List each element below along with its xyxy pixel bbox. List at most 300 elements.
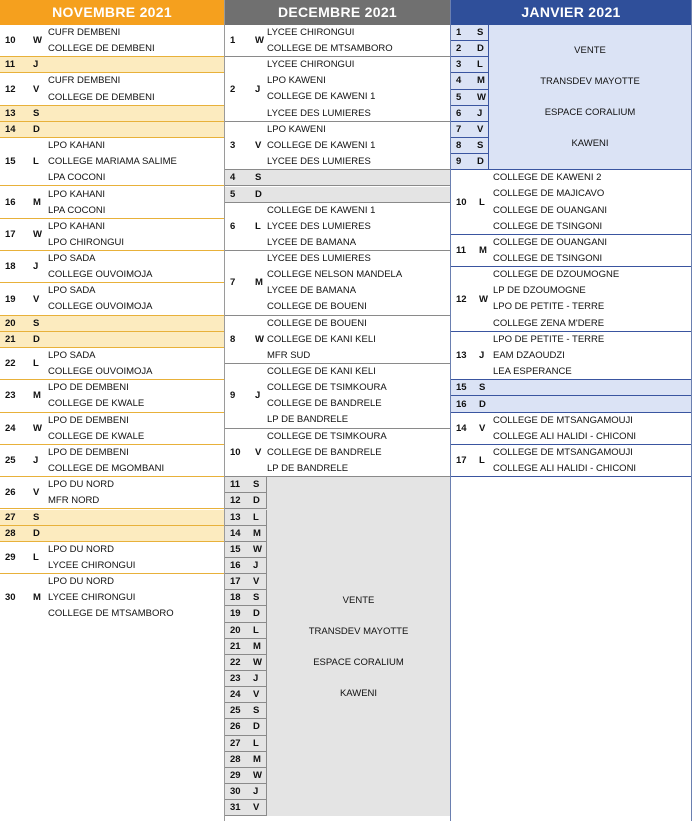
weekday-letter: J (33, 261, 39, 273)
school-name: LYCEE CHIRONGUI (267, 27, 355, 38)
day-number: 11 (456, 245, 467, 257)
closed-day-row (225, 703, 267, 719)
weekday-letter: L (253, 624, 259, 636)
school-name: LPO CHIRONGUI (48, 236, 125, 248)
school-list (48, 445, 164, 476)
weekend-row (0, 510, 224, 526)
school-name: LP DE BANDRELE (267, 462, 349, 474)
weekday-letter: S (33, 317, 40, 329)
school-name: CUFR DEMBENI (48, 27, 121, 38)
day-number: 2 (456, 43, 462, 55)
school-list (267, 429, 387, 476)
day-number: 30 (5, 592, 16, 604)
school-list (48, 380, 144, 411)
weekday-letter: M (33, 592, 41, 604)
weekday-letter: L (479, 196, 485, 208)
school-list (48, 477, 114, 508)
day-number: 1 (456, 27, 462, 38)
day-number: 6 (456, 107, 462, 119)
school-name: COLLEGE DE BANDRELE (267, 398, 382, 410)
weekday-letter: D (33, 527, 40, 539)
school-name: COLLEGE MARIAMA SALIME (48, 156, 177, 168)
school-name: COLLEGE ALI HALIDI - CHICONI (493, 430, 637, 442)
note-line: VENTE (342, 594, 375, 606)
school-list (48, 25, 155, 56)
school-list (48, 73, 155, 104)
weekday-letter: J (253, 559, 259, 571)
closed-day-row (225, 736, 267, 752)
school-list (48, 251, 153, 282)
weekday-letter: W (33, 422, 42, 434)
school-name: LPO DE PETITE - TERRE (493, 333, 605, 345)
school-list (493, 413, 636, 444)
day-number: 7 (456, 123, 462, 135)
day-number: 29 (5, 551, 16, 563)
day-number: 23 (5, 390, 16, 402)
school-name: COLLEGE DE KAWENI 1 (267, 204, 376, 216)
weekday-letter: D (33, 123, 40, 135)
weekday-letter: S (253, 592, 260, 604)
day-row (0, 25, 224, 57)
weekday-letter: J (477, 107, 483, 119)
school-name: LPO DE DEMBENI (48, 414, 129, 426)
weekday-letter: V (255, 140, 262, 152)
school-name: LYCEE CHIRONGUI (48, 592, 136, 604)
note-line: KAWENI (571, 138, 609, 149)
day-row (225, 122, 450, 170)
divider-jan-right (691, 0, 692, 821)
school-name: COLLEGE DE KWALE (48, 430, 145, 442)
day-row (0, 138, 224, 186)
weekend-row (225, 170, 450, 186)
day-number: 9 (230, 390, 236, 402)
january-header: JANVIER 2021 (451, 0, 691, 25)
day-number: 7 (230, 277, 236, 289)
closed-day-row (225, 671, 267, 687)
day-number: 9 (456, 156, 462, 168)
day-row (0, 413, 224, 445)
day-row (225, 57, 450, 122)
school-list (48, 348, 153, 379)
day-number: 17 (230, 576, 241, 588)
divider-dec-jan (450, 0, 451, 821)
weekday-letter: M (253, 753, 261, 765)
day-number: 4 (456, 75, 462, 87)
weekday-letter: D (253, 608, 260, 620)
weekday-letter: D (253, 721, 260, 733)
day-row (0, 542, 224, 574)
day-number: 18 (5, 261, 16, 273)
school-name: COLLEGE ALI HALIDI - CHICONI (493, 462, 637, 474)
school-list (48, 187, 105, 218)
closed-day-row (225, 526, 267, 542)
school-name: LPO DU NORD (48, 479, 114, 491)
day-number: 8 (230, 333, 236, 345)
closed-day-row (451, 138, 489, 154)
weekday-letter: D (477, 156, 484, 168)
weekday-letter: W (33, 228, 42, 240)
day-number: 15 (5, 156, 16, 168)
closed-day-row (225, 655, 267, 671)
school-name: COLLEGE DE MAJICAVO (493, 188, 605, 200)
day-row (0, 187, 224, 219)
weekday-letter: M (255, 277, 263, 289)
school-list (267, 364, 387, 428)
day-number: 31 (230, 802, 241, 814)
school-name: COLLEGE OUVOIMOJA (48, 301, 153, 313)
weekday-letter: S (255, 172, 262, 184)
closed-day-row (451, 106, 489, 122)
weekday-letter: J (33, 455, 39, 467)
school-name: LYCEE DES LUMIERES (267, 220, 371, 232)
day-number: 24 (5, 422, 16, 434)
day-number: 24 (230, 689, 241, 701)
school-list (48, 283, 153, 314)
weekday-letter: W (255, 333, 264, 345)
day-number: 28 (230, 753, 241, 765)
day-number: 4 (230, 172, 236, 184)
school-list (48, 413, 144, 444)
day-number: 19 (230, 608, 241, 620)
weekday-letter: S (477, 27, 484, 38)
day-number: 16 (5, 196, 16, 208)
closed-day-row (225, 800, 267, 816)
day-row (225, 203, 450, 251)
weekday-letter: M (477, 75, 485, 87)
day-number: 13 (230, 511, 241, 523)
day-number: 11 (5, 59, 16, 71)
school-name: COLLEGE OUVOIMOJA (48, 366, 153, 378)
weekday-letter: V (255, 446, 262, 458)
closed-day-row (451, 73, 489, 89)
day-row (225, 25, 450, 57)
closed-day-row (225, 639, 267, 655)
note-line: ESPACE CORALIUM (544, 107, 636, 118)
weekday-letter: L (33, 551, 39, 563)
weekday-letter: W (253, 769, 262, 781)
day-number: 2 (230, 83, 236, 95)
note-line: ESPACE CORALIUM (313, 656, 404, 668)
school-list (48, 138, 177, 185)
weekday-letter: V (253, 576, 260, 588)
divider-nov-dec (224, 0, 225, 821)
school-name: LPO KAWENI (267, 123, 326, 135)
weekday-letter: W (479, 293, 488, 305)
school-name: COLLEGE DE DEMBENI (48, 43, 155, 55)
weekday-letter: J (255, 83, 261, 95)
day-number: 10 (230, 446, 241, 458)
weekday-letter: W (477, 91, 486, 103)
closed-day-row (451, 122, 489, 138)
weekday-letter: L (33, 156, 39, 168)
school-list (48, 219, 124, 250)
school-name: COLLEGE DE KWALE (48, 398, 145, 410)
weekend-row (0, 526, 224, 542)
day-row (451, 170, 691, 235)
school-name: LYCEE DES LUMIERES (267, 107, 371, 119)
day-number: 27 (5, 511, 16, 523)
weekday-letter: V (253, 689, 260, 701)
day-number: 8 (456, 140, 462, 152)
weekend-row (451, 380, 691, 396)
day-number: 21 (5, 333, 16, 345)
school-name: COLLEGE DE DZOUMOGNE (493, 269, 620, 281)
school-list (493, 170, 607, 234)
day-row (451, 445, 691, 477)
note-line: TRANSDEV MAYOTTE (308, 625, 409, 637)
november-header: NOVEMBRE 2021 (0, 0, 224, 25)
day-row (451, 235, 691, 267)
weekday-letter: S (477, 140, 484, 152)
weekday-letter: M (253, 527, 261, 539)
weekday-letter: S (33, 511, 40, 523)
day-number: 20 (5, 317, 16, 329)
school-name: COLLEGE DE KAWENI 2 (493, 172, 602, 184)
weekday-letter: M (253, 640, 261, 652)
day-number: 5 (230, 188, 236, 200)
closed-day-row (225, 623, 267, 639)
day-number: 21 (230, 640, 241, 652)
school-name: LYCEE DE BAMANA (267, 285, 357, 297)
weekday-letter: S (253, 479, 260, 491)
day-number: 10 (5, 35, 16, 47)
day-number: 12 (456, 293, 467, 305)
school-name: COLLEGE DE KANI KELI (267, 366, 376, 378)
school-name: LPO KAHANI (48, 140, 106, 152)
school-name: COLLEGE DE KANI KELI (267, 333, 376, 345)
weekday-letter: L (255, 220, 261, 232)
day-row (0, 219, 224, 251)
school-list (267, 203, 375, 250)
note-line: VENTE (574, 45, 606, 56)
day-row (0, 73, 224, 105)
school-name: LP DE BANDRELE (267, 414, 349, 426)
school-name: LPO SADA (48, 285, 96, 297)
day-number: 26 (5, 487, 16, 499)
weekday-letter: V (33, 83, 40, 95)
weekday-letter: J (253, 786, 259, 798)
school-name: LYCEE DE BAMANA (267, 236, 357, 248)
day-number: 12 (5, 83, 16, 95)
day-number: 28 (5, 527, 16, 539)
school-name: LPO KAHANI (48, 188, 106, 200)
school-name: COLLEGE DE MTSAMBORO (48, 608, 174, 620)
school-name: LPO DE DEMBENI (48, 446, 129, 458)
day-row (0, 574, 224, 622)
weekday-letter: D (255, 188, 262, 200)
weekday-letter: W (253, 543, 262, 555)
weekend-row (0, 57, 224, 73)
closed-day-row (225, 719, 267, 735)
day-number: 1 (230, 35, 236, 47)
day-number: 18 (230, 592, 241, 604)
note-line: TRANSDEV MAYOTTE (540, 76, 640, 87)
school-name: COLLEGE DE KAWENI 1 (267, 91, 376, 103)
school-name: COLLEGE DE OUANGANI (493, 236, 608, 248)
day-number: 27 (230, 737, 241, 749)
weekday-letter: J (253, 673, 259, 684)
day-number: 19 (5, 293, 16, 305)
day-row (451, 332, 691, 380)
day-row (0, 477, 224, 509)
school-list (267, 122, 375, 169)
closed-day-row (225, 768, 267, 784)
school-list (493, 267, 619, 331)
school-list (267, 57, 375, 121)
january-column (451, 0, 691, 474)
weekend-row (0, 122, 224, 138)
day-row (225, 364, 450, 429)
school-name: EAM DZAOUDZI (493, 349, 565, 361)
weekday-letter: D (479, 398, 486, 410)
weekend-row (0, 106, 224, 122)
day-number: 5 (456, 91, 462, 103)
day-number: 13 (5, 107, 16, 119)
closed-day-row (225, 477, 267, 493)
day-row (0, 251, 224, 283)
school-name: COLLEGE DE TSINGONI (493, 220, 603, 232)
school-name: LPO KAWENI (267, 75, 326, 87)
day-number: 25 (230, 705, 241, 717)
closed-day-row (451, 25, 489, 41)
day-number: 10 (456, 196, 467, 208)
day-number: 12 (230, 495, 241, 507)
day-number: 11 (230, 479, 241, 491)
school-name: COLLEGE DE BANDRELE (267, 446, 382, 458)
school-name: LPA COCONI (48, 172, 106, 184)
day-number: 13 (456, 350, 467, 362)
weekday-letter: J (479, 350, 485, 362)
day-row (0, 283, 224, 315)
school-name: COLLEGE DE OUANGANI (493, 204, 608, 216)
day-number: 26 (230, 721, 241, 733)
school-name: LYCEE CHIRONGUI (48, 559, 136, 571)
weekday-letter: M (33, 390, 41, 402)
day-number: 17 (5, 228, 16, 240)
december-header: DECEMBRE 2021 (225, 0, 450, 25)
school-name: LPO DE DEMBENI (48, 382, 129, 394)
weekday-letter: D (33, 333, 40, 345)
weekday-letter: S (479, 382, 486, 394)
weekday-letter: V (479, 422, 486, 434)
closed-day-row (225, 687, 267, 703)
november-column (0, 0, 224, 620)
weekday-letter: W (33, 35, 42, 47)
day-row (451, 413, 691, 445)
school-name: COLLEGE NELSON MANDELA (267, 269, 403, 281)
day-number: 22 (5, 358, 16, 370)
weekday-letter: S (33, 107, 40, 119)
day-number: 3 (456, 59, 462, 71)
closed-period-notes (267, 585, 450, 709)
day-row (0, 380, 224, 412)
school-list (267, 316, 376, 363)
school-name: COLLEGE DE BOUENI (267, 301, 367, 313)
school-name: LEA ESPERANCE (493, 366, 572, 378)
day-row (0, 445, 224, 477)
school-name: COLLEGE ZENA M'DERE (493, 317, 605, 329)
school-name: COLLEGE DE MTSAMBORO (267, 43, 393, 55)
school-list (493, 235, 607, 266)
school-name: LPO SADA (48, 350, 96, 361)
school-name: COLLEGE DE MTSANGAMOUJI (493, 414, 633, 426)
school-name: LP DE DZOUMOGNE (493, 285, 586, 297)
day-number: 14 (230, 527, 241, 539)
school-name: LPO DU NORD (48, 543, 114, 555)
day-number: 20 (230, 624, 241, 636)
weekday-letter: L (253, 737, 259, 749)
closed-day-row (451, 154, 489, 170)
closed-day-row (225, 574, 267, 590)
weekend-row (225, 187, 450, 203)
closed-day-row (225, 542, 267, 558)
school-name: COLLEGE DE MGOMBANI (48, 462, 165, 474)
closed-day-row (225, 590, 267, 606)
weekend-row (0, 316, 224, 332)
school-name: MFR SUD (267, 349, 311, 361)
closed-day-row (225, 493, 267, 509)
closed-day-row (451, 41, 489, 57)
weekday-letter: L (253, 511, 259, 523)
closed-day-row (225, 752, 267, 768)
school-name: COLLEGE DE TSIMKOURA (267, 382, 387, 394)
weekend-row (451, 396, 691, 412)
school-name: CUFR DEMBENI (48, 75, 121, 87)
school-name: LYCEE CHIRONGUI (267, 59, 355, 71)
day-row (451, 267, 691, 332)
weekday-letter: J (33, 59, 39, 71)
school-name: COLLEGE DE KAWENI 1 (267, 139, 376, 151)
day-number: 29 (230, 769, 241, 781)
closed-day-row (225, 784, 267, 800)
school-name: COLLEGE DE MTSANGAMOUJI (493, 446, 633, 458)
school-name: COLLEGE OUVOIMOJA (48, 269, 153, 281)
day-number: 23 (230, 673, 241, 684)
weekday-letter: V (33, 487, 40, 499)
school-name: COLLEGE DE TSIMKOURA (267, 430, 387, 442)
day-number: 16 (456, 398, 467, 410)
weekday-letter: M (33, 196, 41, 208)
school-name: COLLEGE DE BOUENI (267, 317, 367, 329)
day-number: 30 (230, 786, 241, 798)
weekday-letter: J (255, 390, 261, 402)
day-number: 25 (5, 455, 16, 467)
closed-period-notes (489, 35, 691, 159)
school-name: LPO DE PETITE - TERRE (493, 301, 605, 313)
school-name: LPO DU NORD (48, 576, 114, 588)
school-list (48, 542, 135, 573)
school-list (267, 25, 393, 56)
weekday-letter: W (253, 656, 262, 668)
day-number: 3 (230, 140, 236, 152)
closed-day-row (451, 57, 489, 73)
day-row (225, 316, 450, 364)
school-list (267, 251, 402, 315)
school-name: LPO SADA (48, 253, 96, 265)
day-row (0, 348, 224, 380)
school-name: LYCEE DES LUMIERES (267, 156, 371, 168)
weekday-letter: L (477, 59, 483, 71)
school-name: LYCEE DES LUMIERES (267, 253, 371, 265)
day-number: 16 (230, 559, 241, 571)
school-name: COLLEGE DE TSINGONI (493, 253, 603, 265)
weekend-row (0, 332, 224, 348)
weekday-letter: W (255, 35, 264, 47)
closed-day-row (451, 90, 489, 106)
weekday-letter: V (477, 123, 484, 135)
day-number: 22 (230, 656, 241, 668)
weekday-letter: D (253, 495, 260, 507)
